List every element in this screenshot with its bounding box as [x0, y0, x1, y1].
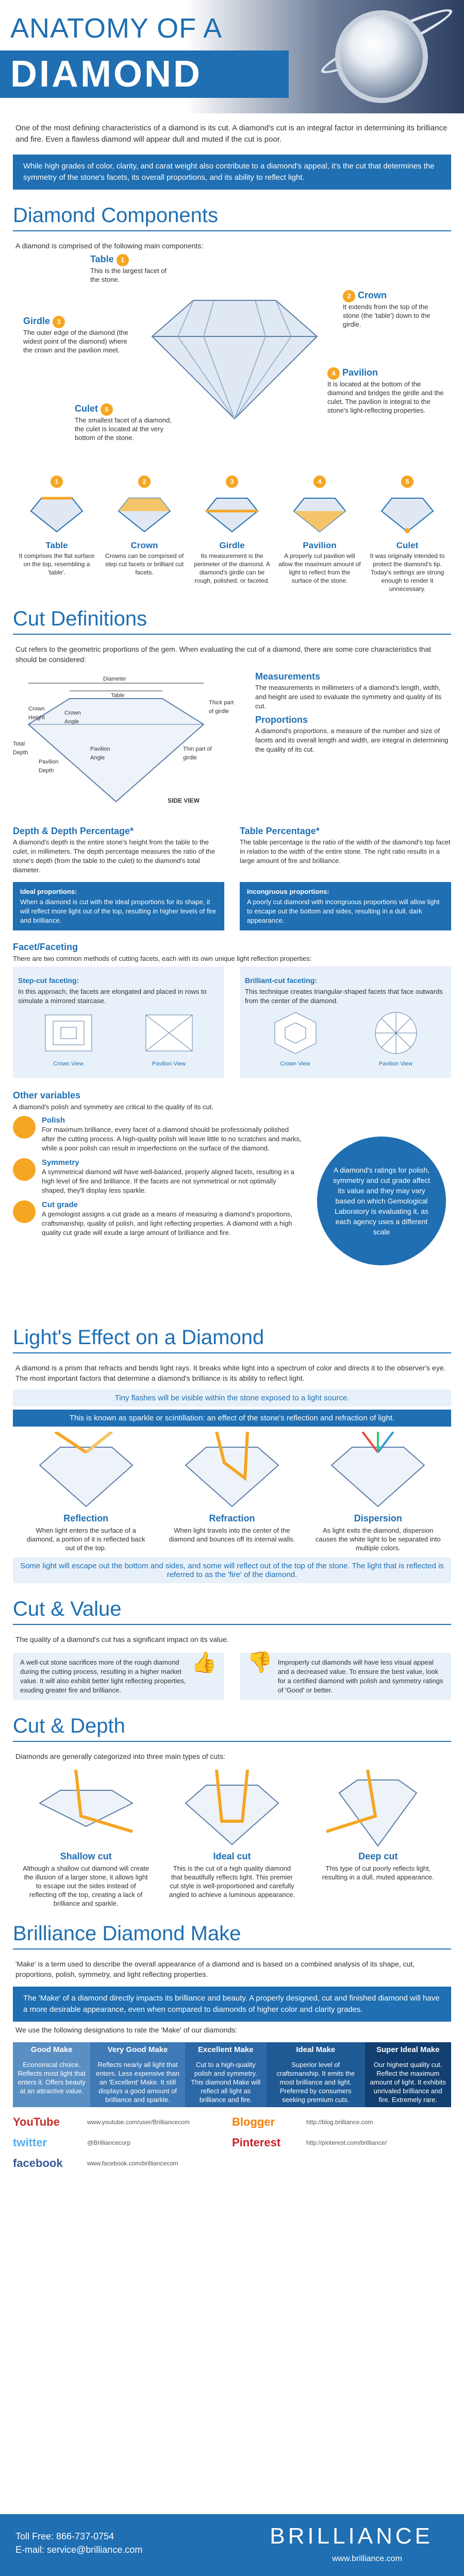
- shallow-cut-title: Shallow cut: [60, 1851, 112, 1861]
- label-crown: [343, 290, 441, 329]
- other-variables: [13, 1090, 451, 1312]
- card-title: Culet: [396, 540, 419, 550]
- dispersion-diagram: [326, 1432, 429, 1509]
- depth-title: Depth & Depth Percentage*: [13, 826, 134, 836]
- deep-cut-text: This type of cut poorly reflects light, resulting in a dull, muted appearance.: [322, 1865, 434, 1881]
- component-table-title: Table: [90, 254, 114, 264]
- component-crown-desc: It extends from the top of the stone (the 'table') down to the girdle.: [343, 303, 430, 328]
- measurements-proportions: [255, 668, 451, 822]
- section-title-light: Light's Effect on a Diamond: [13, 1326, 451, 1353]
- brilliant-pavilion-view: [370, 1010, 422, 1069]
- social-links: [13, 2115, 451, 2170]
- well-cut-box: [13, 1653, 224, 1700]
- section-title-value: Cut & Value: [13, 1598, 451, 1625]
- label-table: [90, 254, 173, 284]
- diamond-ring-image: [335, 10, 428, 103]
- measurements-title: Measurements: [255, 671, 321, 682]
- well-cut-text: A well-cut stone sacrifices more of the rough diamond during the cutting process, resulting in a higher market value. It will also exhibit better light reflecting properties, exuding greater fire and brilliance.: [20, 1658, 186, 1694]
- number-badge: 4: [327, 367, 340, 380]
- brilliant-cut-box: [240, 967, 451, 1078]
- side-view-diagram: [13, 668, 240, 817]
- thumbs-up-icon: 👍: [191, 1651, 217, 1674]
- caption-crown-view: Crown View: [53, 1061, 84, 1067]
- diamond-icon: [15, 488, 98, 539]
- brilliant-crown-view: [270, 1010, 321, 1069]
- deep-cut-title: Deep cut: [358, 1851, 398, 1861]
- proportions-diagram: [13, 668, 240, 822]
- facet-section: [13, 942, 451, 1078]
- value-lead: The quality of a diamond's cut has a significant impact on its value.: [15, 1635, 229, 1643]
- cut-grade-title: Cut grade: [42, 1200, 78, 1209]
- card-title: Table: [45, 540, 68, 550]
- thumbs-down-icon: 👎: [247, 1651, 273, 1674]
- ideal-cut-diagram: [180, 1770, 284, 1847]
- depth-type-item: [22, 1770, 151, 1908]
- make-column-header: Ideal Make: [267, 2042, 365, 2057]
- shallow-cut-diagram: [35, 1770, 138, 1847]
- footer-contact: [15, 2530, 142, 2556]
- proportions-title: Proportions: [255, 715, 308, 725]
- card-desc: A properly cut pavilion will allow the maximum amount of light to reflect from the surface of the stone.: [278, 552, 361, 584]
- component-pavilion-desc: It is located at the bottom of the diamond and bridges the girdle and the culet. The pavilion is integral to the stone's light-reflecting properties.: [327, 380, 444, 414]
- social-url[interactable]: http://blog.brilliance.com: [306, 2119, 373, 2126]
- other-lead: A diamond's polish and symmetry are critical to the quality of its cut.: [13, 1103, 214, 1111]
- light-effect-item: [168, 1432, 296, 1552]
- diagram-label-pavilion-depth: Pavilion Depth: [39, 759, 59, 774]
- footer-url[interactable]: www.brilliance.com: [332, 2554, 402, 2563]
- light-effects: [13, 1432, 451, 1552]
- title-line1: ANATOMY OF A: [10, 13, 223, 44]
- diamond-icon: [103, 488, 186, 539]
- component-card: [15, 476, 98, 593]
- component-table-desc: This is the largest facet of the stone.: [90, 267, 167, 283]
- make-table-row: [13, 2057, 451, 2107]
- youtube-logo: YouTube: [13, 2115, 60, 2128]
- ratings-note: A diamond's ratings for polish, symmetry and cut grade affect its value and they may vary based on which Gemological Laboratory is evaluating it, as each agency uses a different scale: [317, 1137, 446, 1265]
- ideal-cut-title: Ideal cut: [213, 1851, 251, 1861]
- component-pavilion-title: Pavilion: [342, 367, 378, 378]
- hero-header: [0, 0, 464, 113]
- reflection-text: When light enters the surface of a diamond, a portion of it is reflected back out of the top.: [26, 1527, 145, 1552]
- symmetry-icon: [13, 1158, 36, 1181]
- facet-types: [13, 967, 451, 1078]
- card-desc: Its measurement is the perimeter of the diamond. A diamond's girdle can be rough, polished, or faceted.: [194, 552, 270, 584]
- pinterest-logo: Pinterest: [232, 2136, 281, 2149]
- caption-pavilion-view: Pavilion View: [152, 1061, 186, 1067]
- component-card: [191, 476, 273, 593]
- table-pct-block: [240, 822, 451, 875]
- make-table: [13, 2042, 451, 2107]
- depth-types: [13, 1770, 451, 1908]
- social-link[interactable]: [13, 2136, 232, 2149]
- blogger-logo: Blogger: [232, 2115, 275, 2128]
- step-cut-images: [18, 1006, 219, 1073]
- depth-lead: Diamonds are generally categorized into three main types of cuts:: [15, 1752, 225, 1760]
- caption-pavilion-view: Pavilion View: [378, 1061, 413, 1067]
- social-url[interactable]: www.youtube.com/user/Brilliancecom: [87, 2119, 190, 2126]
- twitter-logo: twitter: [13, 2136, 47, 2149]
- diagram-label-total-depth: Total Depth: [13, 741, 28, 756]
- symmetry-title: Symmetry: [42, 1158, 79, 1167]
- ideal-text: When a diamond is cut with the ideal proportions for its shape, it will reflect more light out of the top, resulting in higher levels of fire and brilliance.: [20, 898, 217, 924]
- component-crown-title: Crown: [358, 290, 387, 300]
- cut-definitions-top: [13, 668, 451, 822]
- make-column-desc: Superior level of craftsmanship. It emits the most brilliance and light. Preferred by consumers seeking premium cuts.: [267, 2057, 365, 2107]
- polish-text: For maximum brilliance, every facet of a diamond should be professionally polished after the cutting process. A high-quality polish will leave little to no scratches and marks, while a poor polish can result in imperfections on the surface of the diamond.: [42, 1126, 302, 1152]
- reflection-title: Reflection: [63, 1513, 109, 1523]
- number-badge: 5: [401, 476, 413, 488]
- other-title: Other variables: [13, 1090, 81, 1100]
- make-callout: The 'Make' of a diamond directly impacts its brilliance and beauty. A properly designed, cut and finished diamond will have a more desirable appearance, even when compared to diamonds of higher color and clarity grades.: [13, 1987, 451, 2022]
- number-badge: 5: [101, 403, 113, 416]
- make-column-header: Excellent Make: [185, 2042, 267, 2057]
- step-crown-view: [40, 1010, 97, 1069]
- component-cards: [13, 476, 451, 593]
- diamond-icon: [191, 488, 273, 539]
- footer: [0, 2514, 464, 2576]
- dispersion-text: As light exits the diamond, dispersion causes the white light to be separated into multiple colors.: [315, 1527, 441, 1552]
- ideal-proportions-box: [13, 882, 224, 930]
- facebook-logo: facebook: [13, 2157, 63, 2170]
- card-title: Pavilion: [303, 540, 337, 550]
- cut-grade-text: A gemologist assigns a cut grade as a means of measuring a diamond's proportions, craftsmanship, quality of polish, and light reflecting properties. A diamond with a high quality cut grade will exude a large amount of brilliance and fire.: [42, 1210, 292, 1236]
- make-lead2: We use the following designations to rate the 'Make' of our diamonds:: [15, 2026, 238, 2034]
- number-badge: 3: [53, 316, 65, 328]
- make-table-header: [13, 2042, 451, 2057]
- number-badge: 1: [51, 476, 63, 488]
- refraction-title: Refraction: [209, 1513, 255, 1523]
- incongruous-title: Incongruous proportions:: [247, 888, 329, 895]
- facet-title: Facet/Faceting: [13, 942, 78, 952]
- card-desc: It comprises the flat surface on the top, resembling a 'table'.: [19, 552, 95, 576]
- number-badge: 2: [343, 290, 355, 302]
- table-pct-title: Table Percentage*: [240, 826, 320, 836]
- intro-text: One of the most defining characteristics of a diamond is its cut. A diamond's cut is an integral factor in determining its brilliance and fire. Even a flawless diamond will appear dull and muted if the cut is poor.: [15, 124, 448, 144]
- polish-title: Polish: [42, 1116, 65, 1125]
- components-lead: A diamond is comprised of the following main components:: [15, 242, 204, 250]
- depth-table-row: [13, 822, 451, 875]
- proportion-boxes: [13, 882, 451, 930]
- footer-email[interactable]: E-mail: service@brilliance.com: [15, 2545, 143, 2555]
- social-url[interactable]: www.facebook.com/brilliancecom: [87, 2160, 178, 2167]
- depth-type-item: [168, 1770, 296, 1908]
- component-card: [366, 476, 449, 593]
- symmetry-item: [13, 1158, 302, 1195]
- label-culet: [75, 403, 178, 442]
- social-link[interactable]: [232, 2136, 451, 2149]
- diagram-label-crown-angle: Crown Angle: [64, 710, 81, 725]
- make-column-header: Very Good Make: [90, 2042, 185, 2057]
- diamond-icon: [366, 488, 449, 539]
- dispersion-title: Dispersion: [354, 1513, 402, 1523]
- component-card: [278, 476, 361, 593]
- caption-crown-view: Crown View: [280, 1061, 310, 1067]
- step-cut-text: In this approach, the facets are elongated and placed in rows to simulate a mirrored staircase.: [18, 988, 207, 1005]
- step-cut-box: [13, 967, 224, 1078]
- title-line2: DIAMOND: [0, 50, 289, 98]
- light-effect-item: [22, 1432, 151, 1552]
- section-title-components: Diamond Components: [13, 204, 451, 231]
- cut-grade-item: [13, 1200, 302, 1238]
- brand-logo: BRILLIANCE: [270, 2523, 433, 2549]
- step-cut-title: Step-cut faceting:: [18, 976, 79, 985]
- cut-definitions-lead: Cut refers to the geometric proportions of the gem. When evaluating the cut of a diamond, there are some core characteristics that should be considered:: [15, 645, 432, 664]
- refraction-diagram: [180, 1432, 284, 1509]
- number-badge: 1: [117, 254, 129, 266]
- footer-phone: Toll Free: 866-737-0754: [15, 2531, 114, 2541]
- brilliant-cut-text: This technique creates triangular-shaped facets that face outwards from the center of the diamond.: [245, 988, 443, 1005]
- card-desc: Crowns can be comprised of step cut facets or brilliant cut facets.: [105, 552, 184, 576]
- polish-item: [13, 1116, 302, 1153]
- reflection-diagram: [35, 1432, 138, 1509]
- depth-type-item: [313, 1770, 442, 1908]
- section-title-depth: Cut & Depth: [13, 1715, 451, 1742]
- brilliant-cut-title: Brilliant-cut faceting:: [245, 976, 318, 985]
- card-title: Crown: [130, 540, 158, 550]
- depth-block: [13, 822, 224, 875]
- social-url[interactable]: @Brilliancecorp: [87, 2139, 131, 2146]
- components-diagram: [13, 254, 451, 470]
- component-girdle-title: Girdle: [23, 316, 51, 326]
- make-lead: 'Make' is a term used to describe the overall appearance of a diamond and is based on a combined analysis of its shape, cut, proportions, polish, symmetry, and light reflecting properties.: [15, 1960, 415, 1978]
- polish-icon: [13, 1116, 36, 1139]
- ideal-cut-text: This is the cut of a high quality diamond that beautifully reflects light. This premier cut style is well-proportioned and carefully angled to achieve a luminous appearance.: [169, 1865, 295, 1899]
- light-bar-3: Some light will escape out the bottom and sides, and some will reflect out of the top of the stone. The light that is reflected is referred to as the 'fire' of the diamond.: [13, 1557, 451, 1583]
- light-effect-item: [313, 1432, 442, 1552]
- component-card: [103, 476, 186, 593]
- diagram-label-crown-height: Crown Height: [28, 706, 45, 721]
- light-bar-2: This is known as sparkle or scintillation: an effect of the stone's reflection and refraction of light.: [13, 1410, 451, 1427]
- diagram-label-diameter: Diameter: [103, 676, 126, 682]
- social-link[interactable]: [232, 2115, 451, 2129]
- poor-cut-box: [240, 1653, 451, 1700]
- poor-cut-text: Improperly cut diamonds will have less visual appeal and a decreased value. To ensure the best value, look for a certified diamond with polish and symmetry ratings of 'Good' or better.: [277, 1658, 443, 1694]
- light-bar-1: Tiny flashes will be visible within the stone exposed to a light source.: [13, 1389, 451, 1406]
- card-title: Girdle: [219, 540, 245, 550]
- light-lead: A diamond is a prism that refracts and bends light rays. It breaks white light into a spectrum of color and directs it to the observer's eye. The most important factors that determine a diamond's brilliance is its ability to reflect light.: [15, 1364, 446, 1382]
- social-link[interactable]: [13, 2115, 232, 2129]
- component-girdle-desc: The outer edge of the diamond (the widest point of the diamond) where the crown and the pavilion meet.: [23, 329, 128, 354]
- number-badge: 4: [313, 476, 326, 488]
- shallow-cut-text: Although a shallow cut diamond will create the illusion of a larger stone, it allows light to escape out the sides instead of reflecting off the top, creating a lack of brilliance and sparkle.: [23, 1865, 150, 1907]
- diamond-icon: [278, 488, 361, 539]
- diagram-label-thick-girdle: Thick part of girdle: [209, 700, 234, 715]
- card-desc: It was originally intended to protect the diamond's tip. Today's settings are strong enough to render it unnecessary.: [370, 552, 445, 592]
- component-culet-title: Culet: [75, 403, 98, 414]
- deep-cut-diagram: [326, 1770, 429, 1847]
- diagram-label-table: Table: [111, 692, 125, 699]
- measurements-text: The measurements in millimeters of a diamond's length, width, and height are used to evaluate the symmetry and quality of its cut.: [255, 684, 442, 710]
- value-boxes: [13, 1653, 451, 1700]
- make-column-desc: Reflects nearly all light that enters. Less expensive than an 'Excellent' Make. It still displays a good amount of brilliance and sparkle.: [90, 2057, 185, 2107]
- social-link[interactable]: [13, 2157, 232, 2170]
- make-column-desc: Our highest quality cut. Reflect the maximum amount of light. It exhibits unrivaled brilliance and fire. Extremely rare.: [365, 2057, 451, 2107]
- incongruous-text: A poorly cut diamond with incongruous proportions will allow light to escape out the bottom and sides, resulting in a dull, dark appearance.: [247, 898, 440, 924]
- section-title-cut-definitions: Cut Definitions: [13, 607, 451, 635]
- symmetry-text: A symmetrical diamond will have well-balanced, properly aligned facets, resulting in a high level of fire and brilliance. If the facets are not symmetrical or not optimally shaped, they'll display less sparkle.: [42, 1168, 294, 1194]
- diagram-label-thin-girdle: Thin part of girdle: [183, 746, 212, 761]
- intro-callout: While high grades of color, clarity, and carat weight also contribute to a diamond's appeal, it's the cut that determines the symmetry of the stone's facets, its overall proportions, and its ability to reflect light.: [13, 155, 451, 190]
- label-girdle: [23, 316, 137, 354]
- section-title-make: Brilliance Diamond Make: [13, 1922, 451, 1950]
- brilliant-cut-images: [245, 1006, 446, 1073]
- social-url[interactable]: http://pinterest.com/brilliance/: [306, 2139, 387, 2146]
- cut-grade-icon: [13, 1200, 36, 1223]
- diagram-label-pavilion-angle: Pavilion Angle: [90, 746, 110, 761]
- table-pct-text: The table percentage is the ratio of the width of the diamond's top facet in relation to the width of the entire stone. The right ratio results in a large amount of fire and brilliance.: [240, 838, 451, 865]
- proportions-text: A diamond's proportions, a measure of the number and size of facets and its overall length and width, are integral in determining the quality of its cut.: [255, 727, 449, 753]
- make-column-desc: Cut to a high-quality polish and symmetry. This diamond Make will reflect all light as brilliance and fire.: [185, 2057, 267, 2107]
- incongruous-proportions-box: [240, 882, 451, 930]
- make-column-header: Good Make: [13, 2042, 90, 2057]
- number-badge: 3: [226, 476, 238, 488]
- step-pavilion-view: [141, 1010, 197, 1069]
- ideal-title: Ideal proportions:: [20, 888, 77, 895]
- make-column-header: Super Ideal Make: [365, 2042, 451, 2057]
- label-pavilion: [327, 367, 446, 415]
- component-culet-desc: The smallest facet of a diamond, the culet is located at the very bottom of the stone.: [75, 416, 172, 442]
- diagram-label-side-view: SIDE VIEW: [168, 797, 200, 804]
- make-column-desc: Economical choice. Reflects most light that enters it. Offers beauty at an attractive value.: [13, 2057, 90, 2107]
- facet-lead: There are two common methods of cutting facets, each with its own unique light reflection properties:: [13, 955, 312, 962]
- refraction-text: When light travels into the center of the diamond and bounces off its internal walls.: [169, 1527, 295, 1543]
- number-badge: 2: [138, 476, 151, 488]
- depth-text: A diamond's depth is the entire stone's height from the table to the culet, in millimeters. The depth percentage measures the ratio of the stone's depth (from the table to the culet) to the diamond's total diameter.: [13, 838, 216, 874]
